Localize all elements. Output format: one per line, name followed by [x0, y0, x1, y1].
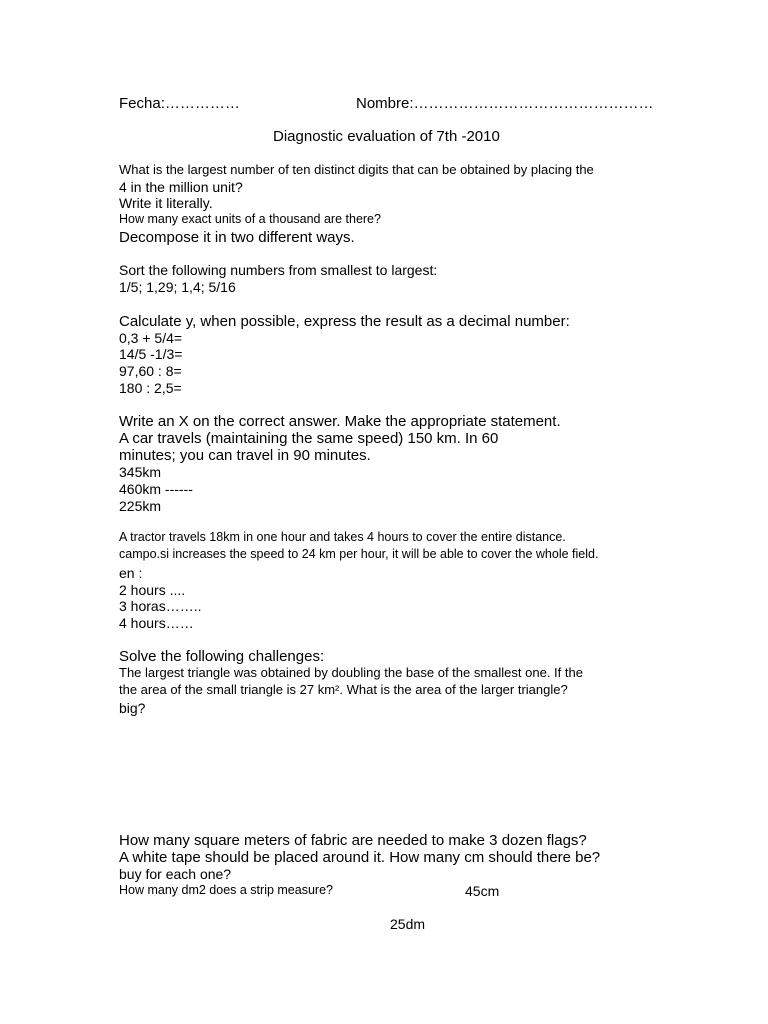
q5-option: 3 horas……..: [119, 598, 202, 614]
q4-option: 225km: [119, 498, 162, 514]
q7-line-3: buy for each one?: [119, 866, 232, 882]
q3-item: 0,3 + 5/4=: [119, 330, 183, 346]
dimension-length-label: 25dm: [390, 916, 426, 932]
q6-prompt: Solve the following challenges:: [119, 648, 325, 665]
q7-line-1: How many square meters of fabric are needed to make 3 dozen flags?: [119, 832, 587, 849]
q3-item: 97,60 : 8=: [119, 363, 182, 379]
q2-prompt: Sort the following numbers from smallest to largest:: [119, 262, 438, 278]
q6-line-4: big?: [119, 700, 146, 716]
q4-line-3: minutes; you can travel in 90 minutes.: [119, 447, 371, 464]
q3-item: 180 : 2,5=: [119, 380, 182, 396]
q4-prompt: Write an X on the correct answer. Make the appropriate statement.: [119, 413, 561, 430]
q4-line-2: A car travels (maintaining the same speed) 150 km. In 60: [119, 430, 499, 447]
q3-item: 14/5 -1/3=: [119, 346, 183, 362]
q4-option: 345km: [119, 464, 162, 480]
q2-numbers: 1/5; 1,29; 1,4; 5/16: [119, 279, 236, 295]
q5-line-2: campo.si increases the speed to 24 km per hour, it will be able to cover the whole field.: [119, 547, 599, 561]
q6-line-3: the area of the small triangle is 27 km². What is the area of the larger triangle?: [119, 682, 568, 697]
q5-option: 4 hours……: [119, 615, 194, 631]
nombre-field: Nombre:…………………………………………: [356, 95, 654, 112]
q1-line-1: What is the largest number of ten distinct digits that can be obtained by placing the: [119, 162, 594, 177]
dimension-width-label: 45cm: [465, 883, 500, 899]
q1-line-2: 4 in the million unit?: [119, 179, 243, 195]
q5-line-3: en :: [119, 565, 143, 581]
q1-line-5: Decompose it in two different ways.: [119, 229, 355, 246]
q3-prompt: Calculate y, when possible, express the result as a decimal number:: [119, 313, 570, 330]
q1-line-3: Write it literally.: [119, 195, 213, 211]
q5-option: 2 hours ....: [119, 582, 186, 598]
q7-line-4: How many dm2 does a strip measure?: [119, 883, 333, 897]
q6-line-2: The largest triangle was obtained by doubling the base of the smallest one. If the: [119, 665, 583, 680]
q4-option: 460km ------: [119, 481, 193, 497]
page-title: Diagnostic evaluation of 7th -2010: [273, 128, 500, 145]
q1-line-4: How many exact units of a thousand are there?: [119, 212, 381, 226]
q5-line-1: A tractor travels 18km in one hour and takes 4 hours to cover the entire distance.: [119, 530, 566, 544]
q7-line-2: A white tape should be placed around it. How many cm should there be?: [119, 849, 601, 866]
fecha-field: Fecha:……………: [119, 95, 240, 112]
